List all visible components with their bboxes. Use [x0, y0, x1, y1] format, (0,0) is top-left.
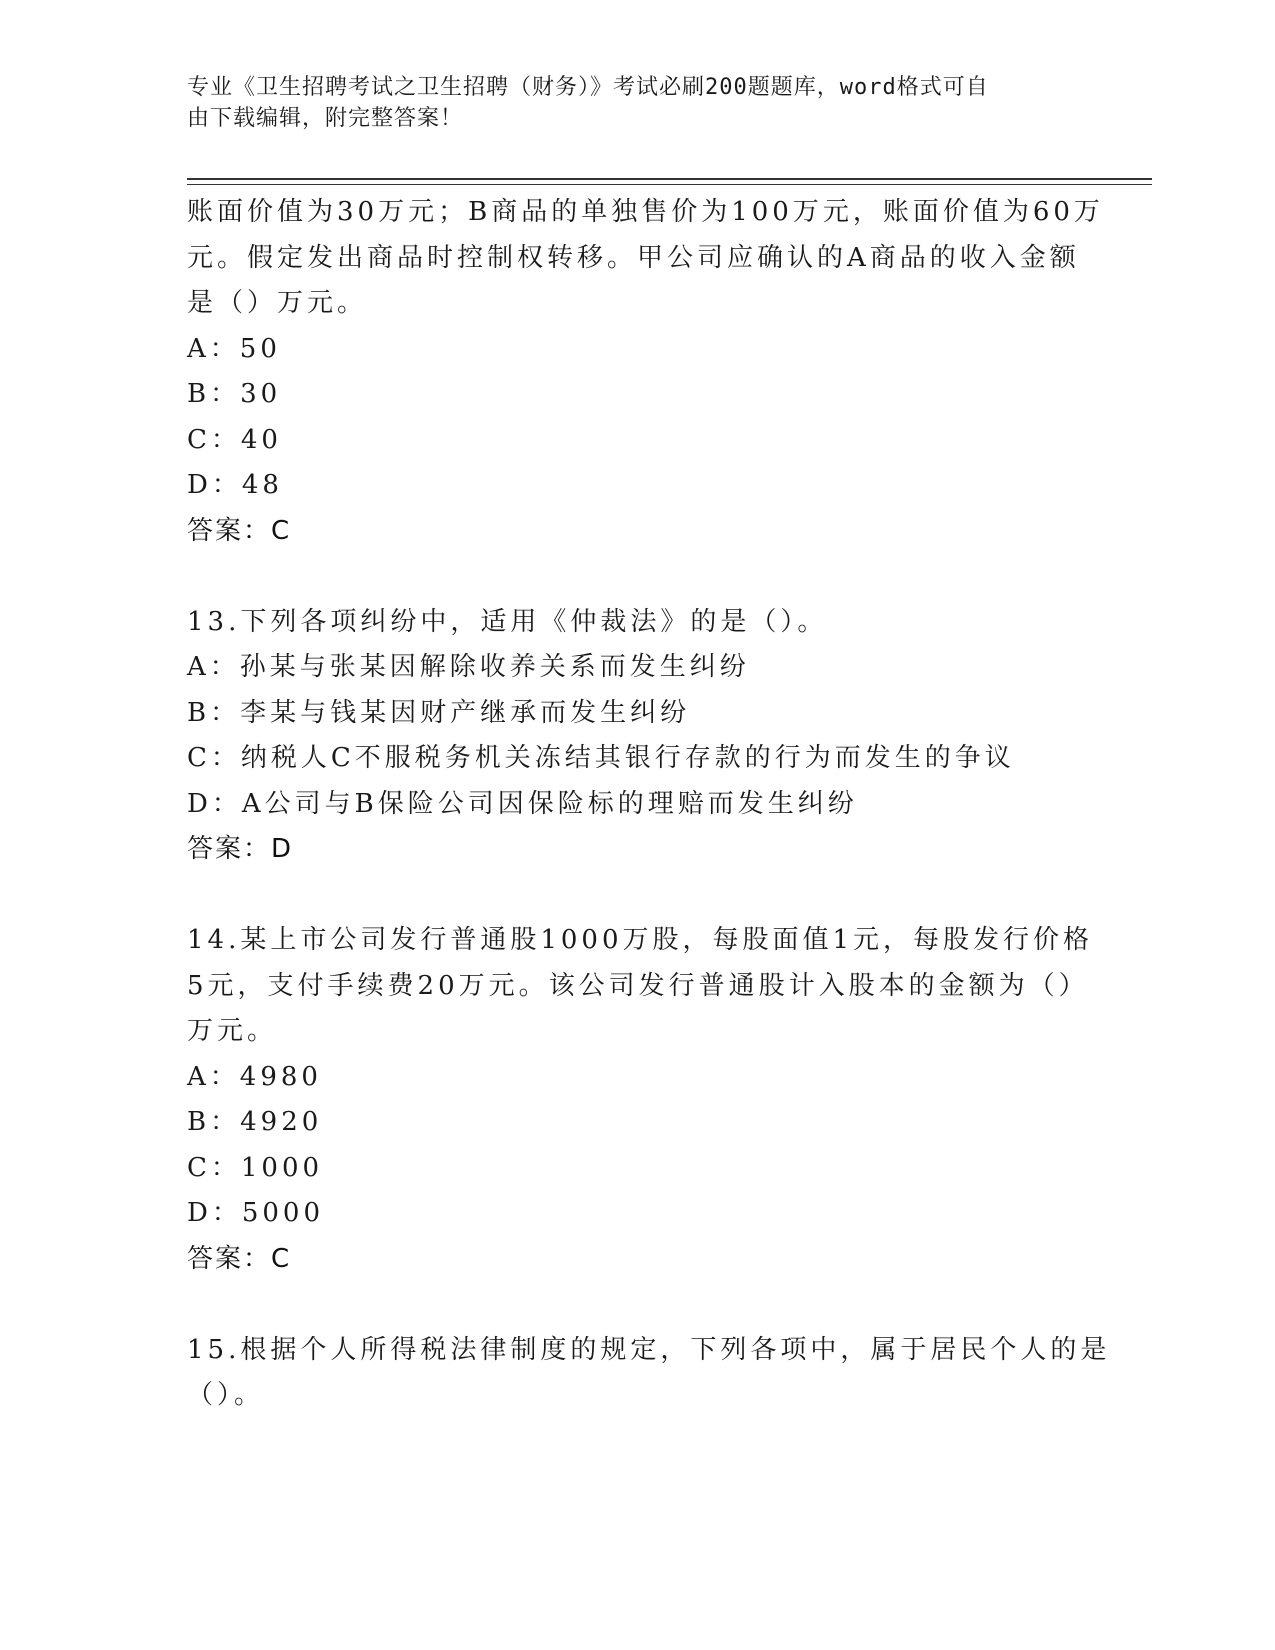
answer-line: 答案：C [187, 515, 292, 546]
question-stem-line: 账面价值为30万元；B商品的单独售价为100万元，账面价值为60万 [187, 197, 1104, 227]
option-a: A：50 [187, 333, 281, 364]
question-stem-line: 15.根据个人所得税法律制度的规定，下列各项中，属于居民个人的是 [187, 1334, 1111, 1365]
header-line-1: 专业《卫生招聘考试之卫生招聘（财务）》考试必刷200题题库，word格式可自 [187, 75, 989, 100]
answer-line: 答案：C [187, 1243, 292, 1274]
question-stem-line: 元。假定发出商品时控制权转移。甲公司应确认的A商品的收入金额 [187, 242, 1080, 273]
option-d: D：48 [187, 470, 283, 500]
option-b: B：李某与钱某因财产继承而发生纠纷 [187, 697, 691, 728]
question-14 [187, 918, 1094, 1282]
option-b: B：30 [187, 379, 282, 409]
answer-line: 答案：D [187, 834, 294, 864]
header-divider-thick [187, 178, 1152, 180]
question-stem-line: 14.某上市公司发行普通股1000万股，每股面值1元，每股发行价格 [187, 925, 1094, 955]
option-c: C：1000 [187, 1152, 324, 1183]
question-13 [187, 600, 1087, 873]
question-15 [187, 1328, 1111, 1419]
question-spacer [187, 873, 1087, 919]
question-content [187, 190, 1111, 1419]
question-spacer [187, 1282, 1087, 1328]
header-line-2: 由下载编辑，附完整答案！ [187, 106, 464, 131]
option-c: C：纳税人C不服税务机关冻结其银行存款的行为而发生的争议 [187, 743, 1015, 773]
question-stem-line: 13.下列各项纠纷中，适用《仲裁法》的是（）。 [187, 606, 828, 637]
question-stem-line: 万元。 [187, 1016, 278, 1046]
option-c: C：40 [187, 424, 282, 455]
header-divider-thin [187, 184, 1152, 185]
question-stem-line: （）。 [187, 1380, 265, 1410]
document-header [187, 72, 1067, 134]
option-a: A：4980 [187, 1061, 322, 1092]
question-stem-line: 5元，支付手续费20万元。该公司发行普通股计入股本的金额为（） [187, 970, 1089, 1001]
option-d: D：A公司与B保险公司因保险标的理赔而发生纠纷 [187, 788, 858, 819]
question-12 [187, 190, 1104, 554]
question-spacer [187, 554, 1087, 600]
option-a: A：孙某与张某因解除收养关系而发生纠纷 [187, 652, 750, 682]
question-stem-line: 是（）万元。 [187, 288, 368, 318]
option-d: D：5000 [187, 1198, 325, 1228]
option-b: B：4920 [187, 1107, 323, 1137]
